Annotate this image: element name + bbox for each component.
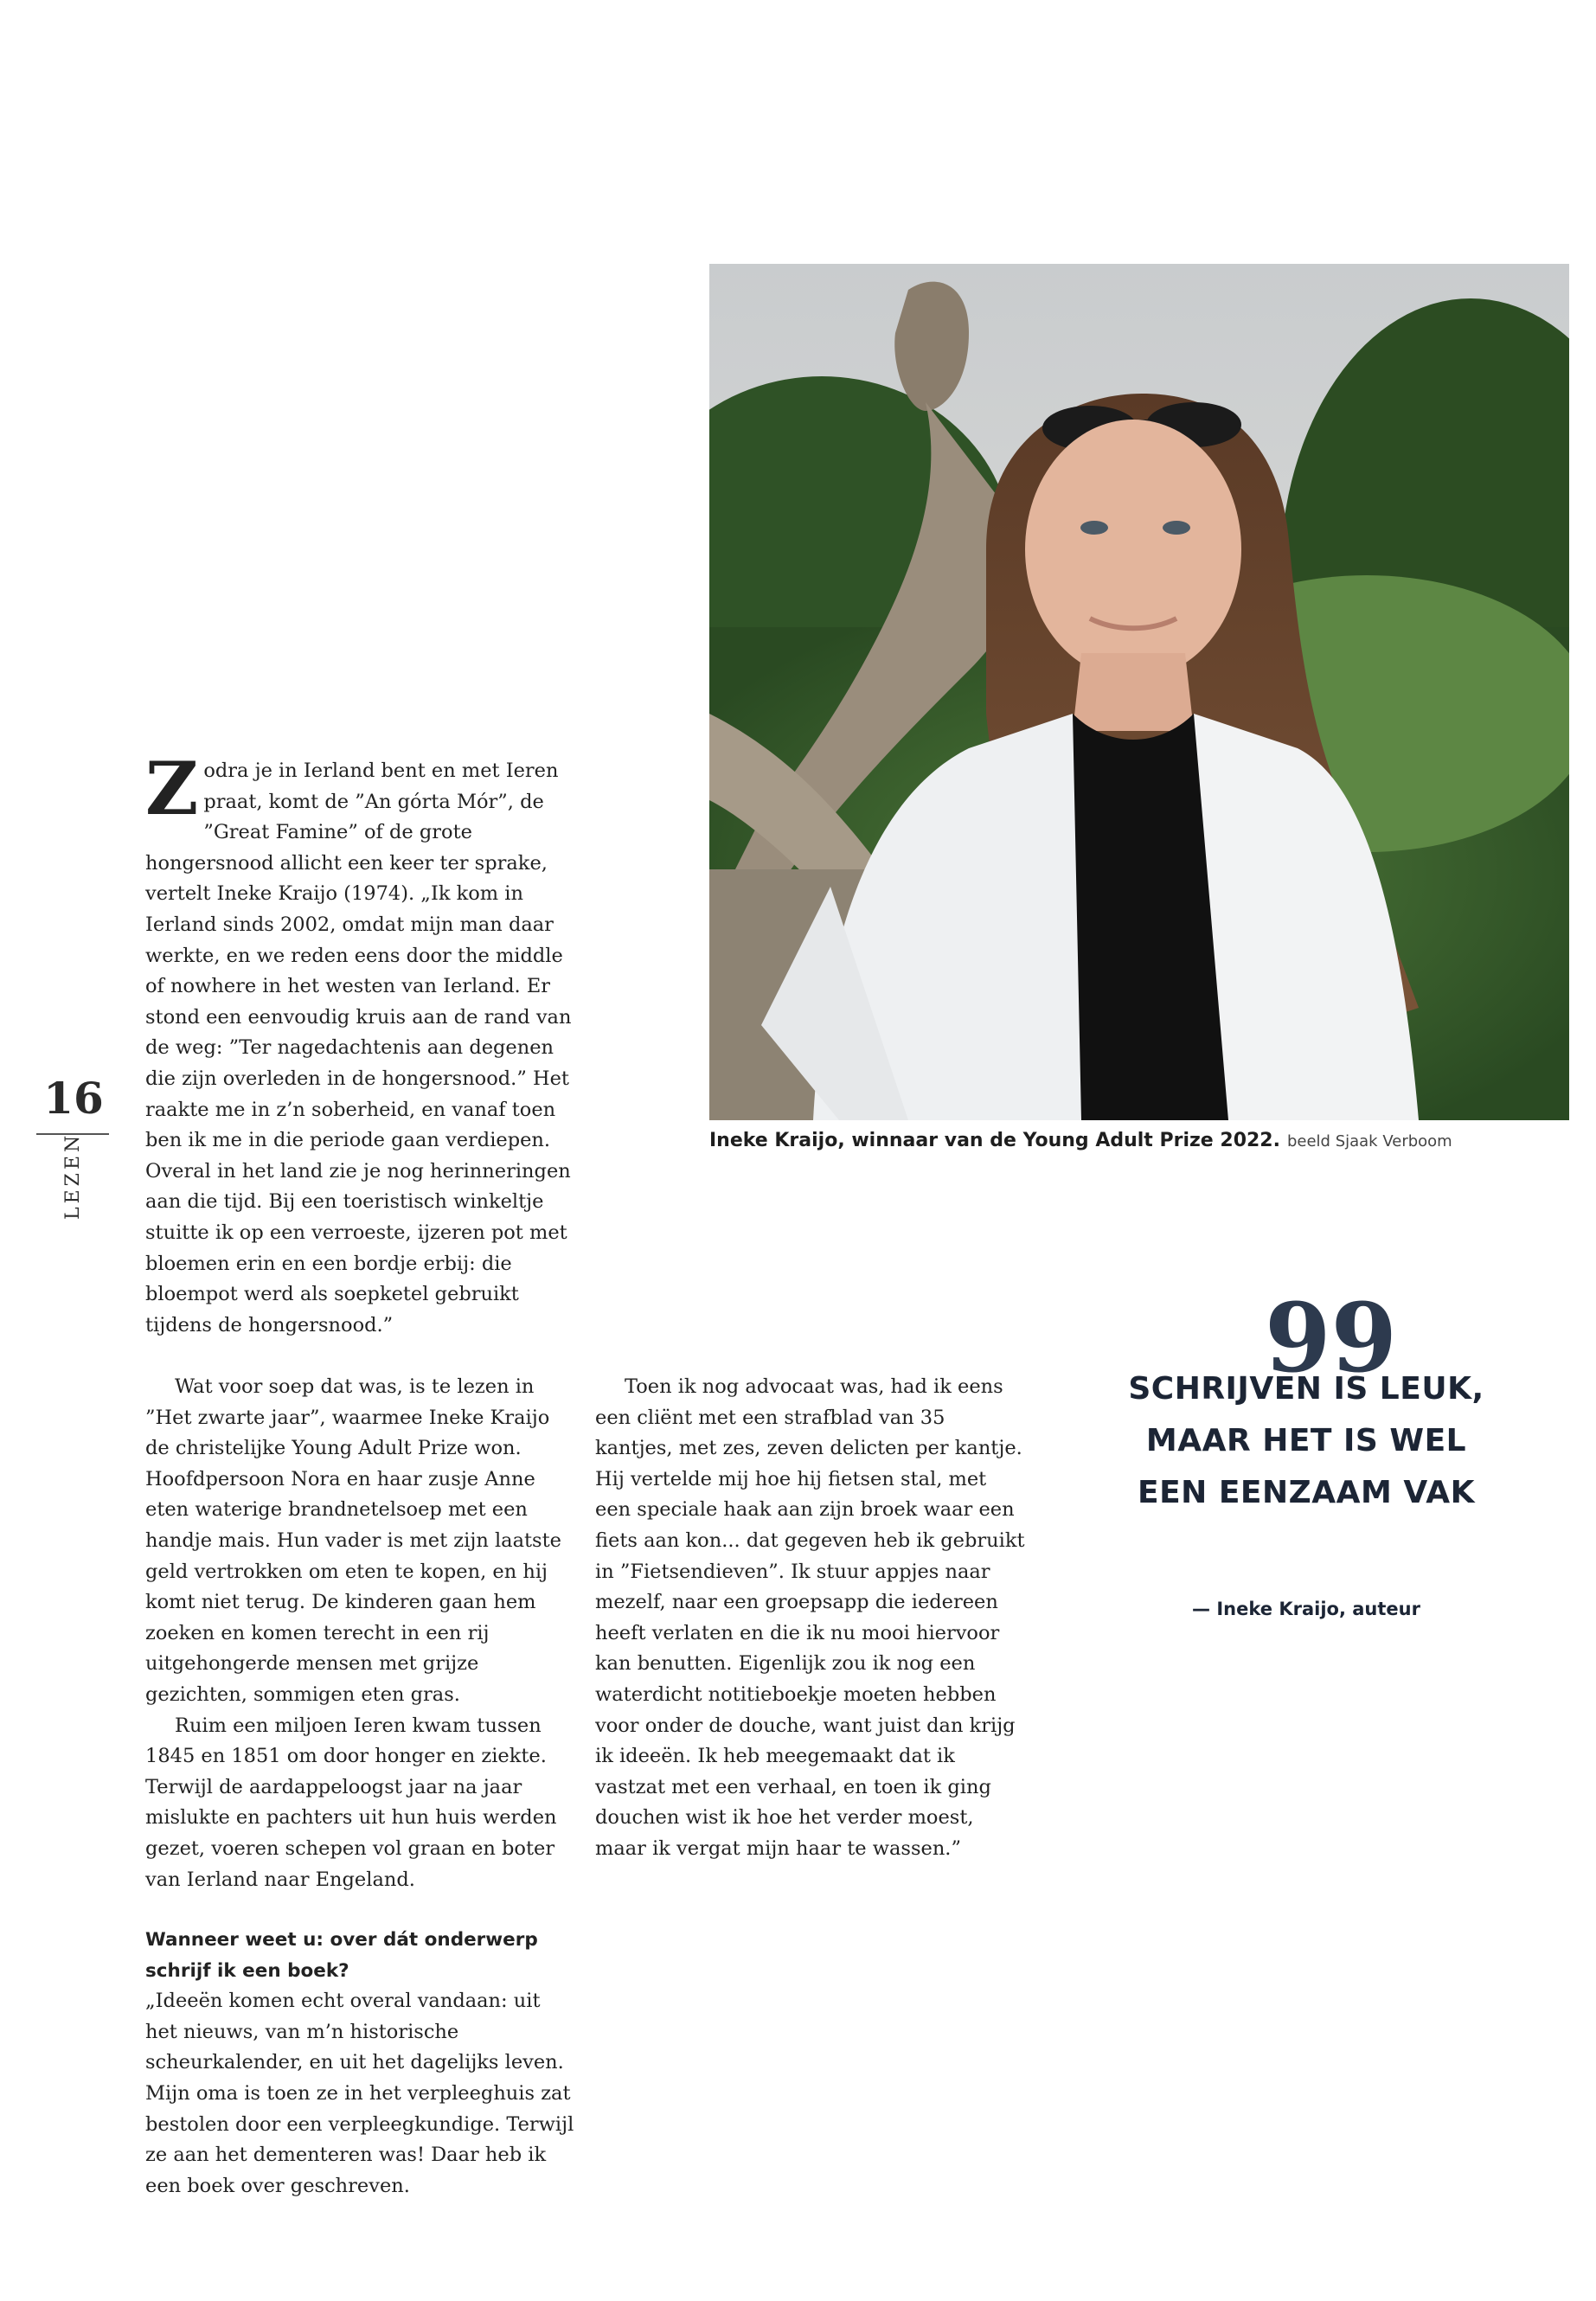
page-number: 16 (43, 1073, 104, 1124)
article-paragraph-2: Wat voor soep dat was, is te lezen in ”Het zwarte jaar”, waarmee Ineke Kraijo de christelijke Young Adult Prize won. Hoofdpersoon Nora en haar zusje Anne eten waterige brandnetelsoep met een handje mais. Hun vader is met zijn laatste geld vertrokken om eten te kopen, en hij komt niet terug. De kinderen gaan hem zoeken en komen terecht in een rij uitgehongerde mensen met grijze gezichten, sommigen eten gras. (145, 1375, 561, 1706)
article-paragraph-4: „Ideeën komen echt overal vandaan: uit het nieuws, van m’n historische scheurkalender, en uit het dagelijks leven. Mijn oma is toen ze in het verpleeghuis zat bestolen door een verpleegkundige. Terwijl ze aan het dementeren was! Daar heb ik een boek over geschreven. (145, 1990, 574, 2197)
pull-quote-attribution: — Ineke Kraijo, auteur (1192, 1599, 1420, 1619)
pull-quote: SCHRIJVEN IS LEUK, MAAR HET IS WEL EEN EENZAAM VAK (1128, 1371, 1484, 1510)
article-column-1-bottom (145, 1372, 578, 2202)
portrait-photo (709, 264, 1569, 1120)
caption-text: Ineke Kraijo, winnaar van de Young Adult Prize 2022. (709, 1130, 1280, 1151)
paragraph-1-text: odra je in Ierland bent en met Ieren praat, komt de ”An górta Mór”, de ”Great Famine” of de grote hongersnood allicht een keer ter sprake, vertelt Ineke Kraijo (1974). „Ik kom in Ierland sinds 2002, omdat mijn man daar werkte, en we reden eens door the middle of nowhere in het westen van Ierland. Er stond een eenvoudig kruis aan de rand van de weg: ”Ter nagedachtenis aan degenen die zijn overleden in de hongersnood.” Het raakte me in z’n soberheid, en vanaf toen ben ik me in die periode gaan verdiepen. Overal in het land zie je nog herinneringen aan die tijd. Bij een toeristisch winkeltje stuitte ik op een verroeste, ijzeren pot met bloemen erin en een bordje erbij: die bloempot werd als soepketel gebruikt tijdens de hongersnood.” (145, 760, 572, 1336)
photo-caption (709, 1130, 1574, 1151)
interview-question: Wanneer weet u: over dát onderwerp schrijf ik een boek? (145, 1929, 538, 1982)
article-column-2 (595, 1372, 1028, 1865)
portrait-photo-illustration (709, 264, 1569, 1120)
quote-mark-icon: 99 (1265, 1282, 1398, 1394)
drop-cap: Z (145, 746, 199, 831)
section-label: LEZEN (62, 1131, 84, 1220)
article-paragraph-5: Toen ik nog advocaat was, had ik eens een cliënt met een strafblad van 35 kantjes, met zes, zeven delicten per kantje. Hij vertelde mij hoe hij fietsen stal, met een speciale haak aan zijn broek waar een fiets aan kon... dat gegeven heb ik gebruikt in ”Fietsendieven”. Ik stuur appjes naar mezelf, naar een groepsapp die iedereen heeft verlaten en die ik nu mooi hiervoor kan benutten. Eigenlijk zou ik nog een waterdicht notitieboekje moeten hebben voor onder de douche, want juist dan krijg ik ideeën. Ik heb meegemaakt dat ik vastzat met een verhaal, en toen ik ging douchen wist ik hoe het verder moest, maar ik vergat mijn haar te wassen.” (595, 1375, 1025, 1860)
article-column-1-top (145, 746, 578, 1341)
photo-credit: beeld Sjaak Verboom (1286, 1132, 1452, 1150)
article-paragraph-1 (145, 746, 578, 1341)
article-paragraph-3: Ruim een miljoen Ieren kwam tussen 1845 en 1851 om door honger en ziekte. Terwijl de aardappeloogst jaar na jaar mislukte en pachters uit hun huis werden gezet, voeren schepen vol graan en boter van Ierland naar Engeland. (145, 1714, 557, 1891)
